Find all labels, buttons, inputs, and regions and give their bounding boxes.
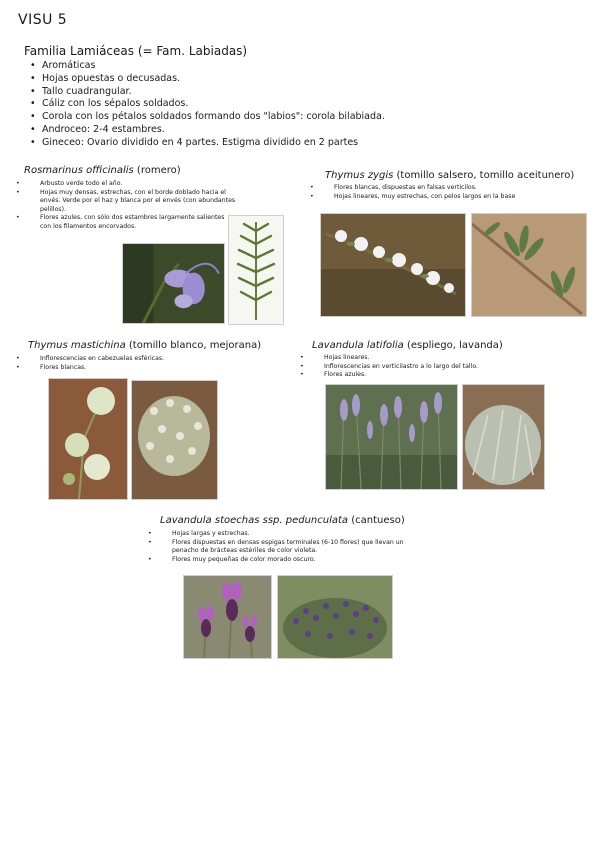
species-traits-latifolia [312,354,582,380]
species-title-mastichina [28,340,261,351]
photo-thymus-zygis-leaves [471,213,587,317]
species-trait: • Flores azules. [312,371,582,380]
family-trait: • Androceo: 2-4 estambres. [30,124,385,137]
species-name: Lavandula latifolia [312,340,404,351]
species-trait: • Flores muy pequeñas de color morado oscuro. [160,556,410,565]
species-trait: • Inflorescencias en verticilastro a lo largo del tallo. [312,363,582,372]
photo-lavandula-latifolia-shrub [462,384,545,490]
species-title-rosmarinus [24,165,181,176]
species-traits-mastichina [28,355,288,372]
family-trait: • Aromáticas [30,60,385,73]
species-name: Thymus mastichina [28,340,126,351]
species-trait: • Hojas muy densas, estrechas, con el borde doblado hacia el envés. Verde por el haz y blanca por el envés (con abundantes pelillos). [28,189,236,215]
species-common-name: (cantueso) [348,515,405,526]
species-trait: • Flores blancas, dispuestas en falsas verticilos. [322,184,587,193]
photo-mastichina-heads [48,378,128,500]
species-common-name: (romero) [133,165,181,176]
species-traits-rosmarinus [28,180,236,232]
species-common-name: (tomillo salsero, tomillo aceitunero) [393,170,575,181]
page-title: VISU 5 [18,12,68,28]
species-name: Thymus zygis [325,170,394,181]
photo-cantueso-shrub [277,575,393,659]
species-name: Lavandula stoechas ssp. pedunculata [160,515,349,526]
species-common-name: (espliego, lavanda) [403,340,503,351]
photo-rosemary-flower [122,243,225,324]
family-trait: • Hojas opuestas o decusadas. [30,73,385,86]
species-trait: • Flores azules, con sólo dos estambres largamente salientes con los filamentos encorvados. [28,214,236,231]
species-trait: • Hojas largas y estrechas. [160,530,410,539]
species-trait: • Flores blancas. [28,364,288,373]
species-trait: • Hojas lineares, muy estrechas, con pelos largos en la base [322,193,587,202]
species-common-name: (tomillo blanco, mejorana) [125,340,262,351]
species-title-zygis [325,170,574,181]
photo-cantueso-flowers [183,575,272,659]
family-trait: • Corola con los pétalos soldados formando dos "labios": corola bilabiada. [30,111,385,124]
species-trait: • Arbusto verde todo el año. [28,180,236,189]
species-trait: • Hojas lineares. [312,354,582,363]
species-title-latifolia [312,340,503,351]
photo-lavandula-latifolia-field [325,384,458,490]
photo-mastichina-shrub [131,380,218,500]
species-name: Rosmarinus officinalis [24,165,134,176]
species-trait: • Inflorescencias en cabezuelas esféricas. [28,355,288,364]
family-traits-list [30,60,385,150]
species-title-stoechas [160,515,405,526]
species-trait: • Flores dispuestas en densas espigas terminales (6-10 flores) que llevan un penacho de brácteas estériles de color violeta. [160,539,410,556]
species-traits-zygis [322,184,587,201]
family-trait: • Cáliz con los sépalos soldados. [30,98,385,111]
species-traits-stoechas [160,530,410,564]
photo-rosemary-branch [228,215,284,325]
photo-thymus-zygis-flowers [320,213,466,317]
family-trait: • Tallo cuadrangular. [30,86,385,99]
family-title: Familia Lamiáceas (= Fam. Labiadas) [24,44,248,58]
family-trait: • Gineceo: Ovario dividido en 4 partes. Estigma dividido en 2 partes [30,137,385,150]
